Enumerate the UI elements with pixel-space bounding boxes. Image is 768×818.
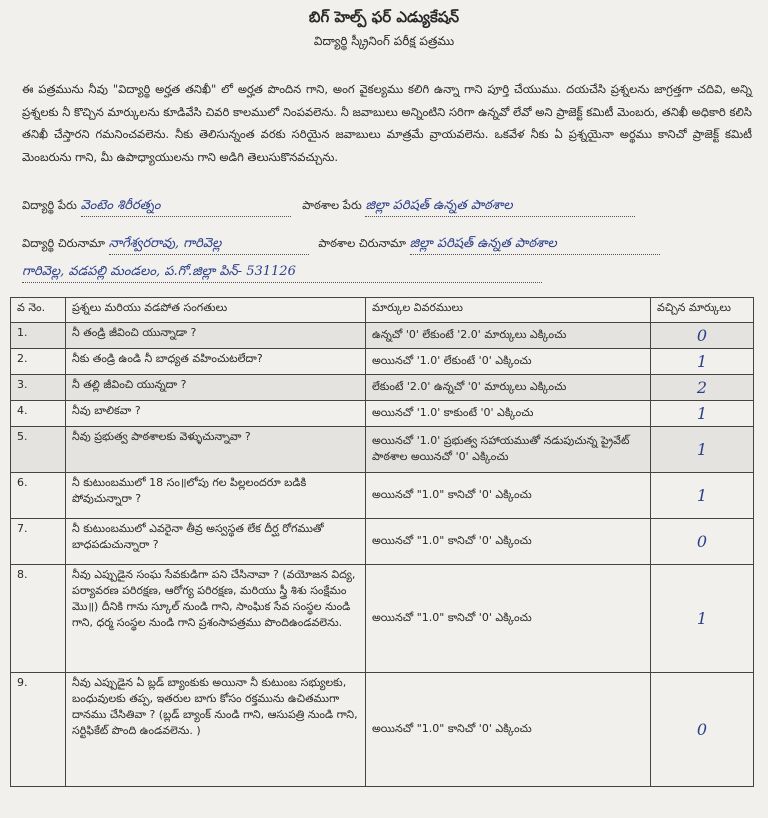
row-question: నీకు తండ్రి ఉండి నీ బాధ్యత వహించుటలేదా? [66, 349, 366, 375]
table-row [11, 565, 754, 673]
header-criteria: మార్కుల వివరములు [366, 298, 651, 323]
student-name-value: వెంటెం శిరీరత్నం [81, 198, 291, 217]
table-row [11, 375, 754, 401]
row-number: 4. [11, 401, 66, 427]
school-name-value: జిల్లా పరిషత్ ఉన్నత పాఠశాల [365, 198, 635, 217]
row-number: 8. [11, 565, 66, 673]
row-number: 1. [11, 323, 66, 349]
header-question: ప్రశ్నలు మరియు వడపోత సంగతులు [66, 298, 366, 323]
row-criteria: ఉన్నచో '0' లేకుంటే '2.0' మార్కులు ఎక్కించు [366, 323, 651, 349]
row-score: 1 [651, 401, 754, 427]
student-address-value: నాగేశ్వరరావు, గారివెల్ల [109, 236, 309, 255]
row-criteria: లేకుంటే '2.0' ఉన్నచో '0' మార్కులు ఎక్కించు [366, 375, 651, 401]
row-criteria: అయినచో "1.0" కానిచో '0' ఎక్కించు [366, 673, 651, 787]
header-number: వ నెం. [11, 298, 66, 323]
form-title: బిగ్ హెల్ప్ ఫర్ ఎడ్యుకేషన్ [308, 8, 460, 26]
row-question: నీవు బాలికవా ? [66, 401, 366, 427]
row-number: 3. [11, 375, 66, 401]
row-criteria: అయినచో "1.0" కానిచో '0' ఎక్కించు [366, 519, 651, 565]
row-question: నీవు ప్రభుత్వ పాఠశాలకు వెళ్ళుచున్నావా ? [66, 427, 366, 473]
row-question: నీ కుటుంబములో 18 సం॥లోపు గల పిల్లలందరూ బడికి పోవుచున్నారా ? [66, 473, 366, 519]
table-row [11, 427, 754, 473]
address-line-2-value: గారివెల్ల, వడపల్లి మండలం, ప.గో.జిల్లా పిన్- 531126 [22, 264, 542, 283]
row-question: నీవు ఎప్పుడైన ఏ బ్లడ్ బ్యాంకుకు అయినా నీ కుటుంబ సభ్యులకు, బంధువులకు తప్ప, ఇతరుల బాగు కోసం రక్తమును ఉచితముగా దానము చేసితివా ? (బ్లడ్ బ్యాంక్ నుండి గాని, ఆసుపత్రి నుండి గాని, సర్టిఫికేట్ పొంది ఉండవలెను. ) [66, 673, 366, 787]
school-address-value: జిల్లా పరిషత్ ఉన్నత పాఠశాల [410, 236, 660, 255]
row-question: నీ తండ్రి జీవించి యున్నాడా ? [66, 323, 366, 349]
address-row [22, 236, 660, 255]
row-criteria: అయినచో "1.0" కానిచో '0' ఎక్కించు [366, 565, 651, 673]
instructions-paragraph: ఈ పత్రమును నీవు "విద్యార్థి అర్హత తనిఖీ" లో అర్హత పొందిన గాని, అంగ వైకల్యము కలిగి ఉన్నా గాని పూర్తి చేయుము. దయచేసి ప్రశ్నలను జాగ్రత్తగా చదివి, అన్ని ప్రశ్నలకు నీ కొచ్చిన మార్కులను కూడివేసి చివరి కాలములో నింపవలెను. నీ జవాబులు అన్నింటిని సరిగా ఉన్నవో లేవో అని ప్రాజెక్ట్ కమిటీ మెంబరు, తనిఖీ అధికారి కలిసి తనిఖీ చేస్తారని గమనించవలెను. నీకు తెలిసున్నంత వరకు సరియైన జవాబులు మాత్రమే వ్రాయవలెను. ఒకవేళ నీకు ఏ ప్రశ్నయైనా అర్థము కానిచో ప్రాజెక్ట్ కమిటీ మెంబరును గాని, మీ ఉపాధ్యాయులను గాని అడిగి తెలుసుకొనవచ్చును. [22, 82, 752, 164]
row-score: 1 [651, 427, 754, 473]
row-score: 1 [651, 349, 754, 375]
row-question: నీవు ఎప్పుడైన సంఘ సేవకుడిగా పని చేసినావా ? (వయోజన విద్య, పర్యావరణ పరిరక్షణ, ఆరోగ్య పరిరక్షణ, మరియు స్త్రీ శిశు సంక్షేమం మొ॥) దీనికి గాను స్కూల్ నుండి గాని, సాంఘిక సేవ సంస్థల నుండి గాని, ధర్మ సంస్థల నుండి గాని ప్రశంసాపత్రము పొందిఉండవలెను. [66, 565, 366, 673]
table-row [11, 323, 754, 349]
name-row [22, 198, 635, 217]
row-score: 0 [651, 323, 754, 349]
school-name-label: పాఠశాల పేరు [302, 198, 362, 212]
row-score: 2 [651, 375, 754, 401]
table-row [11, 473, 754, 519]
table-row [11, 349, 754, 375]
row-number: 5. [11, 427, 66, 473]
table-row [11, 401, 754, 427]
marks-table [10, 297, 754, 787]
row-criteria: అయినచో '1.0' లేకుంటే '0' ఎక్కించు [366, 349, 651, 375]
table-row [11, 519, 754, 565]
table-header-row [11, 298, 754, 323]
form-subtitle: విద్యార్థి స్క్రీనింగ్ పరీక్ష పత్రము [313, 34, 455, 48]
address-row-2 [22, 264, 542, 283]
row-score: 1 [651, 565, 754, 673]
school-address-label: పాఠశాల చిరునామా [318, 236, 406, 250]
row-number: 7. [11, 519, 66, 565]
row-score: 0 [651, 519, 754, 565]
row-number: 6. [11, 473, 66, 519]
row-criteria: అయినచో '1.0' కాకుంటే '0' ఎక్కించు [366, 401, 651, 427]
student-name-label: విద్యార్థి పేరు [22, 198, 77, 212]
row-question: నీ కుటుంబములో ఎవరైనా తీవ్ర అస్వస్థత లేక దీర్ఘ రోగముతో బాధపడుచున్నారా ? [66, 519, 366, 565]
row-score: 0 [651, 673, 754, 787]
student-address-label: విద్యార్థి చిరునామా [22, 236, 105, 250]
table-row [11, 673, 754, 787]
row-number: 2. [11, 349, 66, 375]
header-score: వచ్చిన మార్కులు [651, 298, 754, 323]
row-question: నీ తల్లి జీవించి యున్నదా ? [66, 375, 366, 401]
row-criteria: అయినచో "1.0" కానిచో '0' ఎక్కించు [366, 473, 651, 519]
row-score: 1 [651, 473, 754, 519]
row-number: 9. [11, 673, 66, 787]
row-criteria: అయినచో '1.0' ప్రభుత్వ సహాయముతో నడుపుచున్న ప్రైవేట్ పాఠశాల అయినచో '0' ఎక్కించు [366, 427, 651, 473]
